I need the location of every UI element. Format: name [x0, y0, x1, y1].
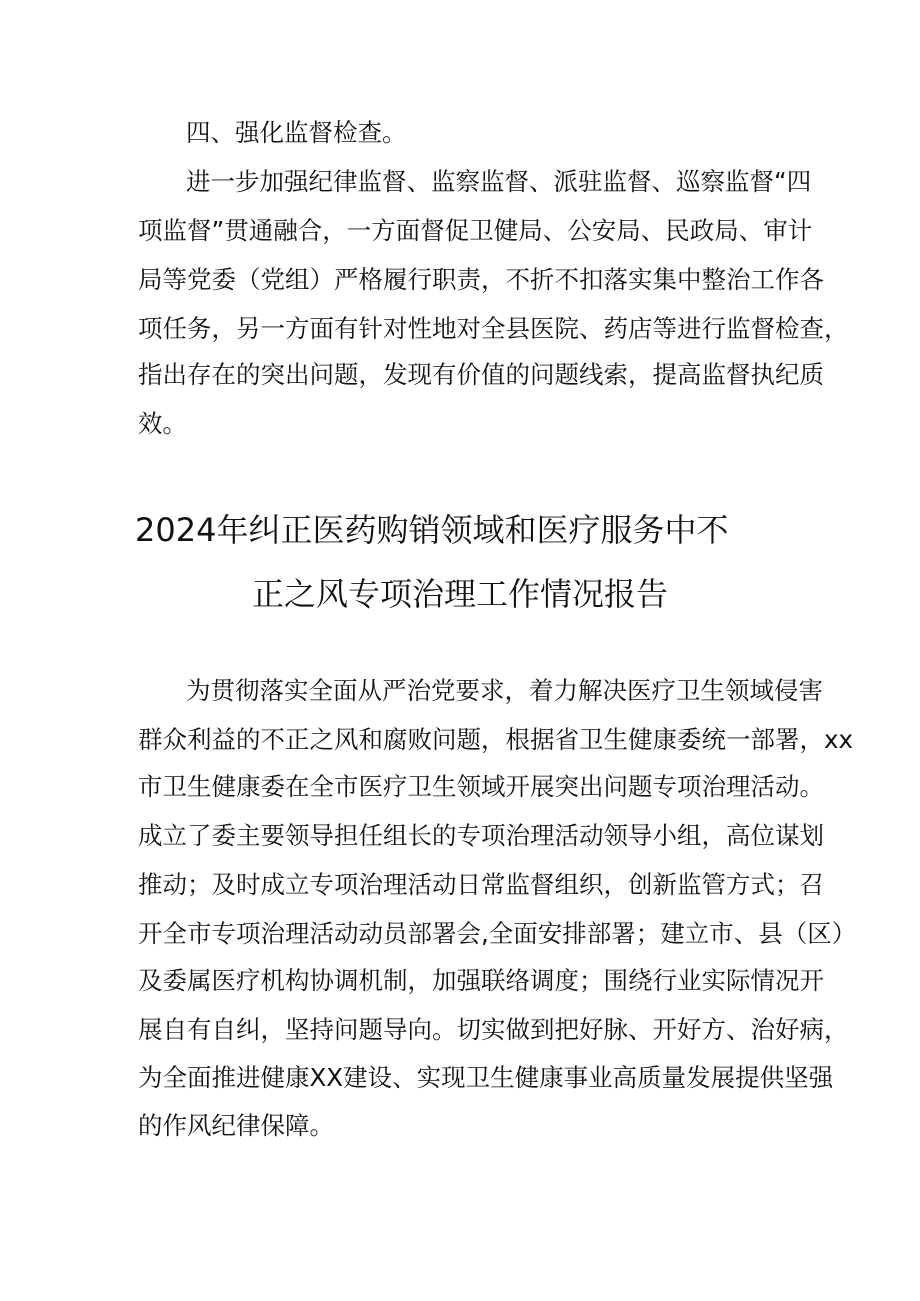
paragraph-line: 展自有自纠，坚持问题导向。切实做到把好脉、开好方、治好病， [138, 1015, 849, 1044]
paragraph-line: 推动；及时成立专项治理活动日常监督组织，创新监管方式；召 [138, 870, 824, 899]
paragraph-line: 市卫生健康委在全市医疗卫生领域开展突出问题专项治理活动。 [138, 772, 824, 801]
paragraph-line: 项任务，另一方面有针对性地对全县医院、药店等进行监督检查， [138, 314, 849, 343]
paragraph-line: 指出存在的突出问题，发现有价值的问题线索，提高监督执纪质 [138, 360, 824, 389]
paragraph-line: 进一步加强纪律监督、监察监督、派驻监督、巡察监督“四 [186, 167, 812, 196]
paragraph-line: 成立了委主要领导担任组长的专项治理活动领导小组，高位谋划 [138, 821, 824, 850]
paragraph-line: 群众利益的不正之风和腐败问题，根据省卫生健康委统一部署，xx [138, 725, 853, 754]
paragraph-line: 效。 [138, 409, 187, 438]
paragraph-line: 及委属医疗机构协调机制，加强联络调度；围绕行业实际情况开 [138, 966, 824, 995]
paragraph-line: 的作风纪律保障。 [138, 1111, 334, 1140]
paragraph-line: 开全市专项治理活动动员部署会,全面安排部署；建立市、县（区） [138, 919, 857, 948]
paragraph-line: 为全面推进健康XX建设、实现卫生健康事业高质量发展提供坚强 [138, 1063, 834, 1092]
paragraph-line: 局等党委（党组）严格履行职责，不折不扣落实集中整治工作各 [138, 265, 824, 294]
paragraph-line: 项监督”贯通融合，一方面督促卫健局、公安局、民政局、审计 [138, 216, 813, 245]
section-heading: 四、强化监督检查。 [186, 118, 407, 147]
report-title-line-1: 2024年纠正医药购销领域和医疗服务中不 [135, 511, 729, 549]
paragraph-line: 为贯彻落实全面从严治党要求，着力解决医疗卫生领域侵害 [186, 676, 823, 705]
report-title-line-2: 正之风专项治理工作情况报告 [252, 575, 669, 613]
